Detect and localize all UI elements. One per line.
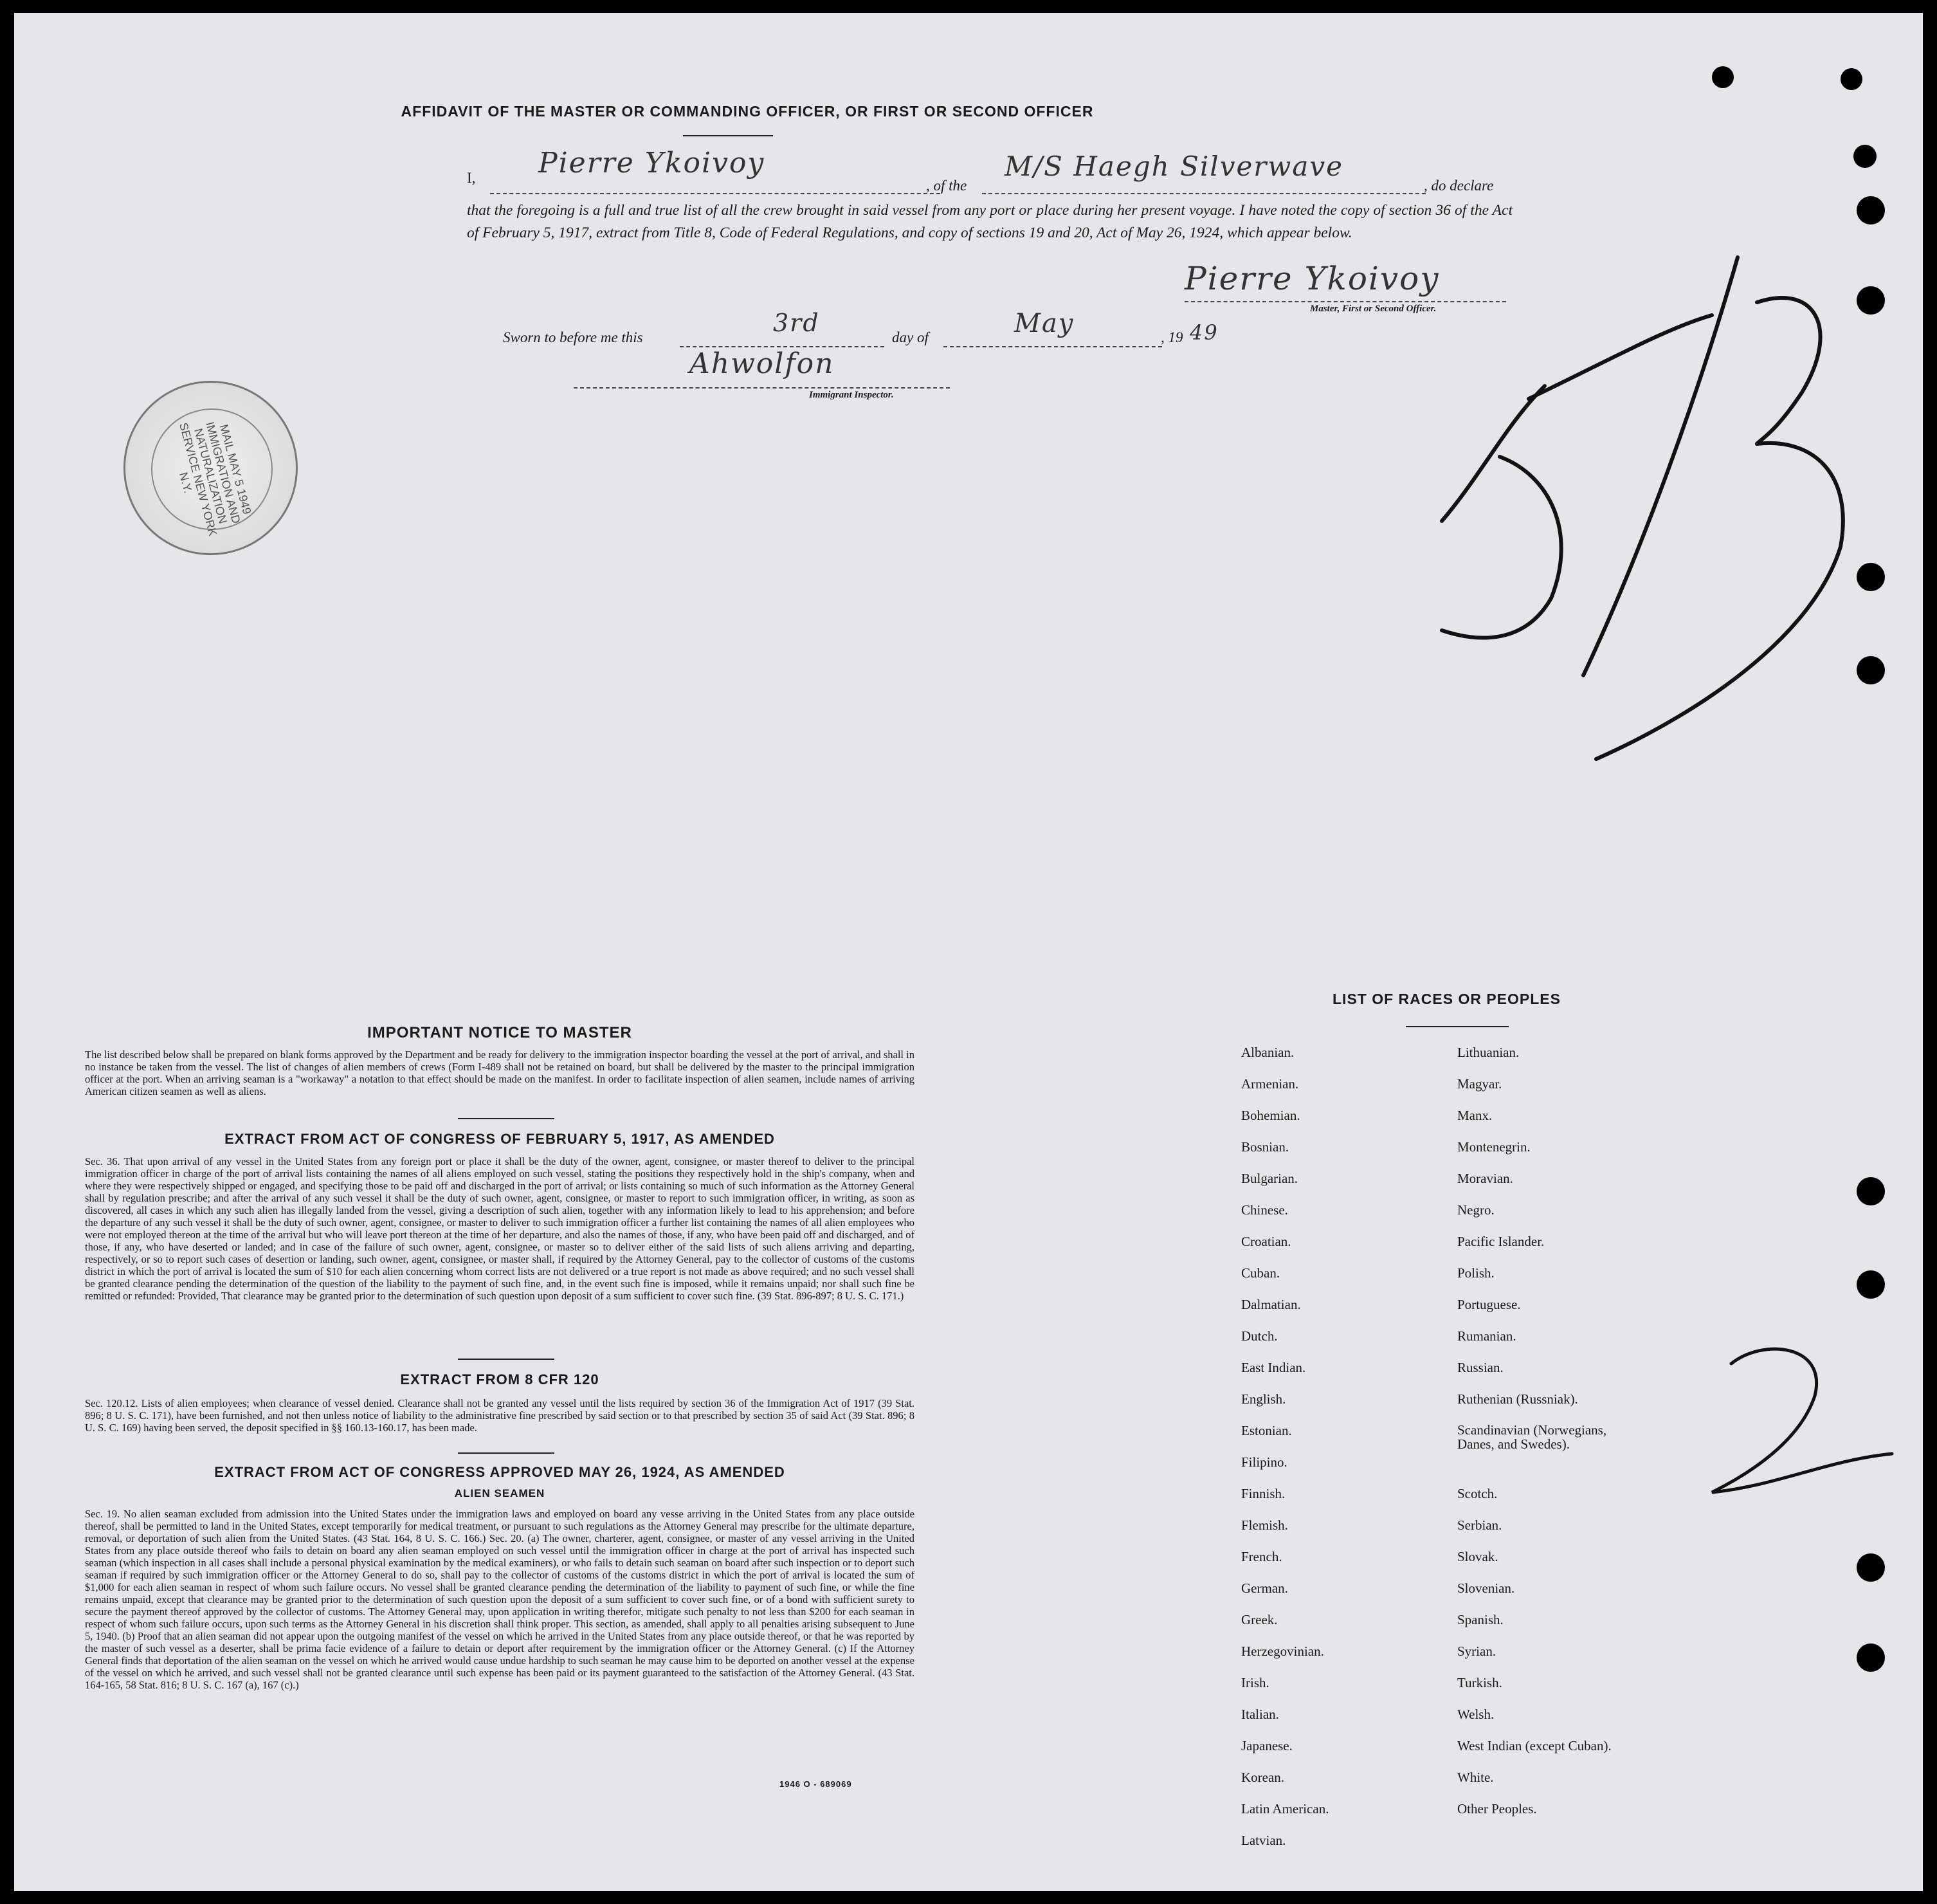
mail-date-stamp [123, 381, 298, 555]
punch-hole [1853, 145, 1877, 168]
race-item-left: Korean. [1241, 1770, 1285, 1785]
title-rule [683, 135, 773, 136]
race-item-left: East Indian. [1241, 1360, 1306, 1375]
race-item-right: Serbian. [1457, 1517, 1502, 1533]
extract-1924-title: EXTRACT FROM ACT OF CONGRESS APPROVED MAY 26, 1924, AS AMENDED [214, 1464, 785, 1480]
extract-1924-subtitle: ALIEN SEAMEN [454, 1487, 545, 1499]
signature-handwritten: Pierre Ykoivoy [1185, 260, 1440, 297]
punch-hole [1712, 66, 1734, 88]
race-item-right: Russian. [1457, 1360, 1504, 1375]
race-item-right: Negro. [1457, 1202, 1495, 1218]
notice-title: IMPORTANT NOTICE TO MASTER [367, 1024, 632, 1041]
race-item-left: Croatian. [1241, 1234, 1291, 1249]
sworn-label: Sworn to before me this [503, 329, 643, 345]
race-item-left: German. [1241, 1580, 1288, 1596]
race-item-left: Bohemian. [1241, 1108, 1300, 1123]
race-item-right: Slovak. [1457, 1549, 1498, 1564]
document-page [14, 13, 1923, 1891]
do-declare-label: , do declare [1424, 178, 1494, 194]
punch-hole [1857, 656, 1885, 684]
punch-hole [1857, 1643, 1885, 1672]
race-item-left: Latvian. [1241, 1833, 1286, 1848]
day-handwritten: 3rd [773, 309, 820, 337]
i-label: I, [467, 170, 476, 186]
race-item-right: Scandinavian (Norwegians, Danes, and Swedes). [1457, 1422, 1607, 1452]
race-item-left: Dalmatian. [1241, 1297, 1301, 1312]
race-item-left: Finnish. [1241, 1486, 1286, 1501]
extract-1924-text: Sec. 19. No alien seaman excluded from admission into the United States under the immigration laws and employed on board any vesse arriving in the United States from any place outside thereof, shall be permitted to land in the United States, except temporarily for medical treatment, or pursuant to such regulations as the Attorney General may prescribe for the ultimate departure, removal, or deportation of such alien from the United States. (43 Stat. 164, 8 U. S. C. 166.) Sec. 20. (a) The owner, charterer, agent, consignee, or master of any vessel arriving in the United States from any place outside thereof who fails to detain on board any alien seaman employed on such vessel until the immigration officer in charge at the port of arrival has inspected such seaman (which inspection in all cases shall include a personal physical examination by the medical examiners), or who fails to detain such seaman on board after such inspection or to deport such seaman if required by such immigration officer or the Attorney General to do so, shall pay to the collector of customs of the customs district in which the port of arrival is located the sum of $1,000 for each alien seaman in respect of whom such failure occurs. No vessel shall be granted clearance pending the determination of the liability to payment of such fine, or while the fine remains unpaid, except that clearance may be granted prior to the determination of such question upon the deposit of a sum sufficient to cover such fine, or of a bond with sufficient surety to secure the payment thereof approved by the collector of customs. The Attorney General may, upon application in writing therefor, mitigate such penalty to not less than $200 for each seaman in respect of whom such failure occurs, upon such terms as the Attorney General in his discretion shall think proper. This section, as amended, shall apply to all penalties arising subsequent to June 5, 1940. (b) Proof that an alien seaman did not appear upon the outgoing manifest of the vessel on which he arrived in the United States from any place outside thereof, or that he was reported by the master of such vessel as a deserter, shall be prima facie evidence of a failure to detain or deport after requirement by the immigration officer or the Attorney General. (c) If the Attorney General finds that deportation of the alien seaman on the vessel on which he arrived would cause undue hardship to such seaman he may cause him to be deported on another vessel at the expense of the vessel on which he arrived, and such vessel shall not be granted clearance until such expense has been paid or its payment guaranteed to the satisfaction of the Attorney General. (43 Stat. 164-165, 58 Stat. 816; 8 U. S. C. 167 (a), 167 (c).) [85, 1508, 914, 1691]
race-item-right: Montenegrin. [1457, 1139, 1531, 1155]
punch-hole [1841, 68, 1862, 90]
race-item-right: Portuguese. [1457, 1297, 1521, 1312]
races-rule [1406, 1026, 1509, 1027]
race-item-left: Bulgarian. [1241, 1171, 1298, 1186]
race-item-left: Irish. [1241, 1675, 1269, 1690]
race-item-left: Bosnian. [1241, 1139, 1289, 1155]
inspector-label: Immigrant Inspector. [809, 390, 894, 400]
extract-cfr-rule [458, 1452, 554, 1454]
vessel-line [982, 193, 1426, 194]
month-line [943, 346, 1162, 347]
master-name-handwritten: Pierre Ykoivoy [538, 147, 765, 179]
race-item-right: Welsh. [1457, 1707, 1495, 1722]
race-item-right: Slovenian. [1457, 1580, 1515, 1596]
race-item-right: Spanish. [1457, 1612, 1504, 1627]
race-item-left: Albanian. [1241, 1045, 1295, 1060]
print-code: 1946 O - 689069 [779, 1779, 852, 1789]
race-item-right: Magyar. [1457, 1076, 1502, 1092]
extract-1917-text: Sec. 36. That upon arrival of any vessel in the United States from any foreign port or place it shall be the duty of the owner, agent, consignee, or master thereof to deliver to the principal immigration officer in charge of the port of arrival lists containing the names of all aliens employed on such vessel, stating the positions they respectively hold in the ship's company, when and where they were respectively shipped or engaged, and specifying those to be paid off and discharged in the port of arrival; or lists containing so much of such information as the Attorney General shall by regulation prescribe; and after the arrival of any such vessel it shall be the duty of such owner, agent, consignee, or master to report to such immigration officer, in writing, as soon as discovered, all cases in which any such alien has illegally landed from the vessel, giving a description of such alien, together with any information likely to lead to his apprehension; and before the departure of any such vessel it shall be the duty of such owner, agent, consignee, or master to deliver to such immigration officer a further list containing the names of all alien employees who were not employed thereon at the time of the arrival but who will leave port thereon at the time of her departure, and also the names of those, if any, who have been paid off and discharged, and of those, if any, who have deserted or landed; and in case of the failure of such owner, agent, consignee, or master so to deliver either of the said lists of such aliens arriving and departing, respectively, or so to report such cases of desertion or landing, such owner, agent, consignee, or master shall, if required by the Attorney General, pay to the collector of customs of the customs district in which the port of arrival is located the sum of $10 for each alien concerning whom correct lists are not delivered or a true report is not made as above required; and no such vessel shall be granted clearance pending the determination of the question of the liability to the payment of such fine, and, in the event such fine is imposed, while it remains unpaid; nor shall such fine be remitted or refunded: Provided, That clearance may be granted prior to the determination of such question upon deposit of a sum sufficient to cover such fine. (39 Stat. 896-897; 8 U. S. C. 171.) [85, 1155, 914, 1302]
race-item-right: Pacific Islander. [1457, 1234, 1545, 1249]
of-the-label: , of the [926, 178, 967, 194]
stamp-text: MAIL MAY 5 1949 IMMIGRATION AND NATURALIZATION SERVICE NEW YORK N.Y. [176, 420, 254, 538]
punch-hole [1857, 563, 1885, 591]
extract-cfr-title: EXTRACT FROM 8 CFR 120 [400, 1371, 599, 1387]
race-item-right: Syrian. [1457, 1643, 1496, 1659]
race-item-right: Other Peoples. [1457, 1801, 1537, 1817]
race-item-right: White. [1457, 1770, 1494, 1785]
race-item-left: Italian. [1241, 1707, 1279, 1722]
notice-text: The list described below shall be prepared on blank forms approved by the Department and be ready for delivery to the immigration inspector boarding the vessel at the port of arrival, and shall in no instance be taken from the vessel. The list of changes of alien members of crews (Form I-489 shall not be retained on board, but shall be delivered by the master to the principal immigration officer at the port. When an arriving seaman is a "workaway" a notation to that effect should be made on the manifest. In order to facilitate inspection of alien seamen, include names of arriving American citizen seamen as well as aliens. [85, 1048, 914, 1097]
affidavit-title: AFFIDAVIT OF THE MASTER OR COMMANDING OFFICER, OR FIRST OR SECOND OFFICER [401, 103, 1094, 120]
race-item-right: Moravian. [1457, 1171, 1513, 1186]
race-item-left: Chinese. [1241, 1202, 1288, 1218]
race-item-right: Lithuanian. [1457, 1045, 1520, 1060]
number-2-strokes [1712, 1349, 1892, 1492]
race-item-right: Rumanian. [1457, 1328, 1516, 1344]
day-of-label: day of [892, 329, 929, 345]
master-name-line [490, 193, 940, 194]
affidavit-body: that the foregoing is a full and true list of all the crew brought in said vessel from any port or place during her present voyage. I have noted the copy of section 36 of the Act of February 5, 1917, extract from Title 8, Code of Federal Regulations, and copy of sections 19 and 20, Act of May 26, 1924, which appear below. [467, 202, 1513, 241]
race-item-right: Turkish. [1457, 1675, 1502, 1690]
extract-cfr-text: Sec. 120.12. Lists of alien employees; when clearance of vessel denied. Clearance shall not be granted any vessel until the lists required by section 36 of the Immigration Act of 1917 (39 Stat. 896; 8 U. S. C. 171), have been furnished, and not then unless notice of liability to the administrative fine prescribed by said section or to that prescribed by section 35 of said Act (39 Stat. 896; 8 U. S. C. 169) having been served, the deposit specified in §§ 160.13-160.17, has been made. [85, 1397, 914, 1434]
race-item-left: Greek. [1241, 1612, 1278, 1627]
year-handwritten: 49 [1190, 320, 1219, 345]
inspector-handwritten: Ahwolfon [689, 347, 835, 380]
handwritten-annotations [1365, 232, 1918, 1582]
punch-hole [1857, 1270, 1885, 1299]
inspector-line [574, 387, 950, 389]
race-item-left: Armenian. [1241, 1076, 1299, 1092]
race-item-left: Cuban. [1241, 1265, 1280, 1281]
notice-rule [458, 1118, 554, 1119]
master-officer-label: Master, First or Second Officer. [1310, 304, 1437, 314]
race-item-left: Latin American. [1241, 1801, 1329, 1817]
number-573-strokes [1442, 257, 1843, 759]
punch-hole [1857, 1177, 1885, 1205]
race-item-right: Polish. [1457, 1265, 1495, 1281]
race-item-left: Japanese. [1241, 1738, 1293, 1753]
race-item-left: Estonian. [1241, 1423, 1292, 1438]
race-item-left: Flemish. [1241, 1517, 1288, 1533]
punch-hole [1857, 196, 1885, 224]
extract-1917-rule [458, 1359, 554, 1360]
race-item-left: English. [1241, 1391, 1286, 1407]
race-item-left: French. [1241, 1549, 1282, 1564]
race-item-right: West Indian (except Cuban). [1457, 1738, 1612, 1753]
race-item-right: Scotch. [1457, 1486, 1498, 1501]
month-handwritten: May [1014, 309, 1075, 338]
race-item-left: Dutch. [1241, 1328, 1278, 1344]
race-item-left: Filipino. [1241, 1454, 1287, 1470]
race-item-right: Manx. [1457, 1108, 1493, 1123]
race-item-right: Ruthenian (Russniak). [1457, 1391, 1578, 1407]
races-title: LIST OF RACES OR PEOPLES [1332, 991, 1561, 1007]
race-item-left: Herzegovinian. [1241, 1643, 1324, 1659]
vessel-handwritten: M/S Haegh Silverwave [1005, 151, 1343, 182]
punch-hole [1857, 286, 1885, 315]
punch-hole [1857, 1553, 1885, 1582]
year-prefix: , 19 [1161, 329, 1183, 345]
extract-1917-title: EXTRACT FROM ACT OF CONGRESS OF FEBRUARY 5, 1917, AS AMENDED [224, 1131, 775, 1147]
